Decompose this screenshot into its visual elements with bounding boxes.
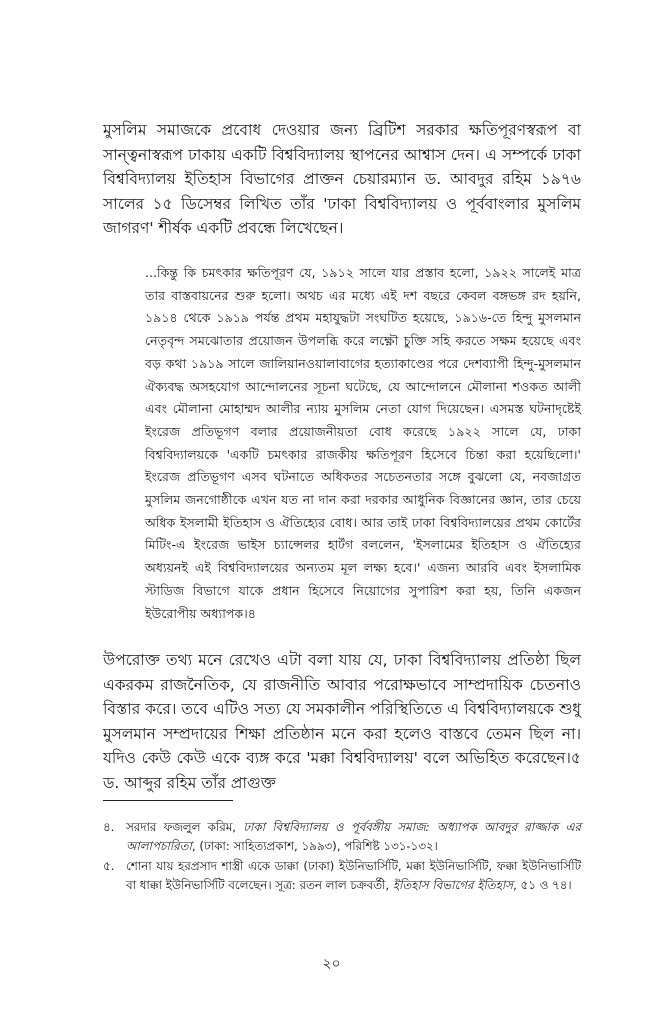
- intro-paragraph: মুসলিম সমাজকে প্রবোধ দেওয়ার জন্য ব্রিটিশ সরকার ক্ষতিপূরণস্বরূপ বা সান্ত্বনাস্বরূপ ঢাকায় একটি বিশ্ববিদ্যালয় স্থাপনের আশ্বাস দেন। এ সম্পর্কে ঢাকা বিশ্ববিদ্যালয় ইতিহাস বিভাগের প্রাক্তন চেয়ারম্যান ড. আবদুর রহিম ১৯৭৬ সালের ১৫ ডিসেম্বর লিখিত তাঁর 'ঢাকা বিশ্ববিদ্যালয় ও পূর্ববাংলার মুসলিম জাগরণ' শীর্ষক একটি প্রবন্ধে লিখেছেন।: [103, 121, 581, 238]
- footnote-text: [126, 857, 581, 896]
- footnote-number: ৪.: [103, 820, 115, 834]
- footnotes: [103, 818, 581, 895]
- footnote-title: ইতিহাস বিভাগের ইতিহাস: [392, 877, 514, 892]
- footnote-title: ঢাকা বিশ্ববিদ্যালয় ও পূর্ববঙ্গীয় সমাজ: অধ্যাপক আবদুর রাজ্জাক এর আলাপচারিতা: [126, 820, 581, 854]
- footnote-lead: সরদার ফজলুল করিম,: [126, 820, 244, 834]
- footnote-tail: , ৫১ ও ৭৪।: [513, 877, 572, 892]
- footnote: [103, 857, 581, 896]
- footnote: [103, 818, 581, 857]
- footnote-text: [126, 818, 581, 857]
- footnote-tail: , (ঢাকা: সাহিত্যপ্রকাশ, ১৯৯৩), পরিশিষ্ট ১৩১-১৩২।: [191, 839, 438, 854]
- main-paragraph: উপরোক্ত তথ্য মনে রেখেও এটা বলা যায় যে, ঢাকা বিশ্ববিদ্যালয় প্রতিষ্ঠা ছিল একরকম রাজনৈতিক, যে রাজনীতি আবার পরোক্ষভাবে সাম্প্রদায়িক চেতনাও বিস্তার করে। তবে এটিও সত্য যে সমকালীন পরিস্থিতিতে এ বিশ্ববিদ্যালয়কে শুধু মুসলমান সম্প্রদায়ের শিক্ষা প্রতিষ্ঠান মনে করা হলেও বাস্তবে তেমন ছিল না। যদিও কেউ কেউ একে ব্যঙ্গ করে 'মক্কা বিশ্ববিদ্যালয়' বলে অভিহিত করেছেন।৫ ড. আব্দুর রহিম তাঁর প্রাগুক্ত: [103, 651, 581, 792]
- footnote-number: ৫.: [103, 858, 115, 873]
- footnote-lead: শোনা যায় হরপ্রসাদ শাস্ত্রী একে ডাক্কা (ঢাকা) ইউনিভার্সিটি, মক্কা ইউনিভার্সিটি, ফক্কা ইউনিভার্সিটি বা ধাক্কা ইউনিভার্সিটি বলেছেন। সূত্র: রতন লাল চক্রবর্তী,: [126, 858, 581, 892]
- footnote-divider: [103, 800, 233, 801]
- page-number: ২০: [322, 956, 341, 972]
- block-quote: ...কিন্তু কি চমৎকার ক্ষতিপূরণ যে, ১৯১২ সালে যার প্রস্তাব হলো, ১৯২২ সালেই মাত্র তার বাস্তবায়নের শুরু হলো। অথচ এর মধ্যে এই দশ বছরে কেবল বঙ্গভঙ্গ রদ হয়নি, ১৯১৪ থেকে ১৯১৯ পর্যন্ত প্রথম মহাযুদ্ধটা সংঘটিত হয়েছে, ১৯১৬-তে হিন্দু মুসলমান নেতৃবৃন্দ সমঝোতার প্রয়োজন উপলব্ধি করে লক্ষ্ণৌ চুক্তি সহি করতে সক্ষম হয়েছে এবং বড় কথা ১৯১৯ সালে জালিয়ানওয়ালাবাগের হত্যাকাণ্ডের পরে দেশব্যাপী হিন্দু-মুসলমান ঐক্যবদ্ধ অসহযোগ আন্দোলনের সূচনা ঘটেছে, যে আন্দোলনে মৌলানা শওকত আলী এবং মৌলানা মোহাম্মদ আলীর ন্যায় মুসলিম নেতা যোগ দিয়েছেন। এসমস্ত ঘটনাদৃষ্টেই ইংরেজ প্রতিভূগণ বলার প্রয়োজনীয়তা বোধ করেছে ১৯২২ সালে যে, ঢাকা বিশ্ববিদ্যালয়কে 'একটি চমৎকার রাজকীয় ক্ষতিপূরণ হিসেবে চিন্তা করা হয়েছিলো।' ইংরেজ প্রতিভূগণ এসব ঘটনাতে অধিকতর সচেতনতার সঙ্গে বুঝলো যে, নবজাগ্রত মুসলিম জনগোষ্ঠীকে এখন যত না দান করা দরকার আধুনিক বিজ্ঞানের জ্ঞান, তার চেয়ে অধিক ইসলামী ইতিহাস ও ঐতিহ্যের বোধ। আর তাই ঢাকা বিশ্ববিদ্যালয়ের প্রথম কোর্টের মিটিং-এ ইংরেজ ভাইস চ্যান্সেলর হার্টগ বললেন, 'ইসলামের ইতিহাস ও ঐতিহ্যের অধ্যয়নই এই বিশ্ববিদ্যালয়ের অন্যতম মূল লক্ষ্য হবে।' এজন্য আরবি এবং ইসলামিক স্টাডিজ বিভাগে যাকে প্রধান হিসেবে নিয়োগের সুপারিশ করা হয়, তিনি একজন ইউরোপীয় অধ্যাপক।৪: [145, 265, 581, 621]
